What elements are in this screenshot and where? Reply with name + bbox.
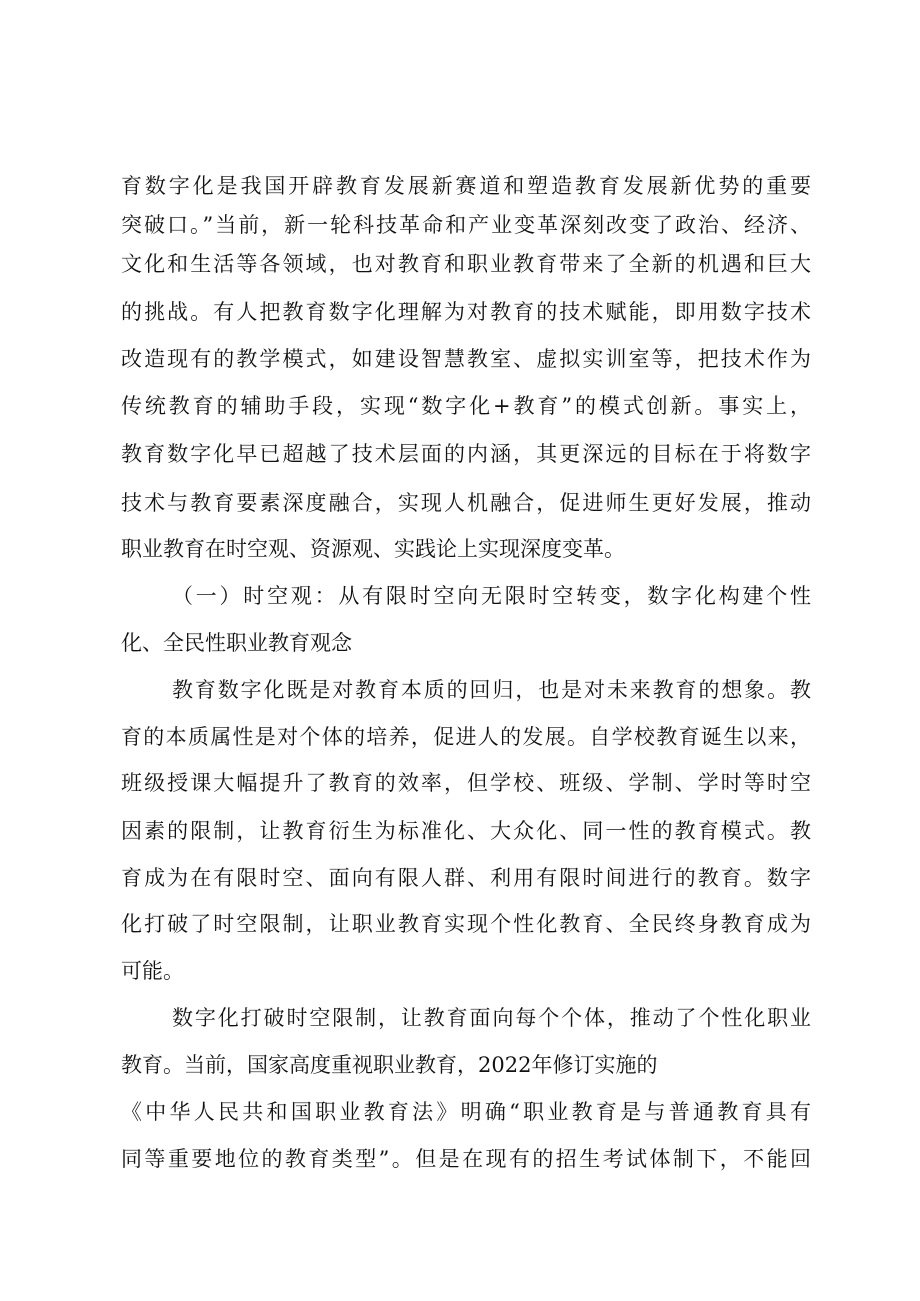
body-text-line: 化打破了时空限制，让职业教育实现个性化教育、全民终身教育成为 — [121, 912, 811, 936]
body-text-line: 育的本质属性是对个体的培养，促进人的发展。自学校教育诞生以来， — [121, 725, 811, 749]
section-heading-line: 化、全民性职业教育观念 — [121, 631, 352, 655]
body-text-line: 育成为在有限时空、面向有限人群、利用有限时间进行的教育。数字 — [121, 866, 811, 890]
body-text-line: 班级授课大幅提升了教育的效率，但学校、班级、学制、学时等时空 — [121, 771, 811, 795]
body-text-line: 同等重要地位的教育类型”。但是在现有的招生考试体制下，不能回 — [121, 1147, 811, 1171]
body-text-line: 教育数字化既是对教育本质的回归，也是对未来教育的想象。教 — [172, 678, 811, 702]
body-text-line: 的挑战。有人把教育数字化理解为对教育的技术赋能，即用数字技术 — [121, 300, 811, 324]
section-heading-line: （一）时空观：从有限时空向无限时空转变，数字化构建个性 — [172, 584, 811, 608]
body-text-line: 传统教育的辅助手段，实现“数字化+教育”的模式创新。事实上， — [121, 394, 811, 418]
body-text-line: 数字化打破时空限制，让教育面向每个个体，推动了个性化职业 — [172, 1006, 811, 1030]
body-text-line: 教育。当前，国家高度重视职业教育，2022年修订实施的 — [121, 1053, 658, 1077]
body-text-line: 教育数字化早已超越了技术层面的内涵，其更深远的目标在于将数字 — [121, 442, 811, 466]
body-text-line: 育数字化是我国开辟教育发展新赛道和塑造教育发展新优势的重要 — [121, 174, 811, 198]
body-text-line: 《中华人民共和国职业教育法》明确“职业教育是与普通教育具有 — [121, 1100, 811, 1124]
body-text-line: 职业教育在时空观、资源观、实践论上实现深度变革。 — [121, 537, 625, 561]
body-text-line: 突破口。”当前，新一轮科技革命和产业变革深刻改变了政治、经济、 — [121, 213, 811, 237]
body-text-line: 因素的限制，让教育衍生为标准化、大众化、同一性的教育模式。教 — [121, 819, 811, 843]
body-text-line: 文化和生活等各领域，也对教育和职业教育带来了全新的机遇和巨大 — [121, 252, 811, 276]
body-text-line: 改造现有的教学模式，如建设智慧教室、虚拟实训室等，把技术作为 — [121, 347, 811, 371]
body-text-line: 技术与教育要素深度融合，实现人机融合，促进师生更好发展，推动 — [121, 491, 811, 515]
body-text-line: 可能。 — [121, 959, 184, 983]
